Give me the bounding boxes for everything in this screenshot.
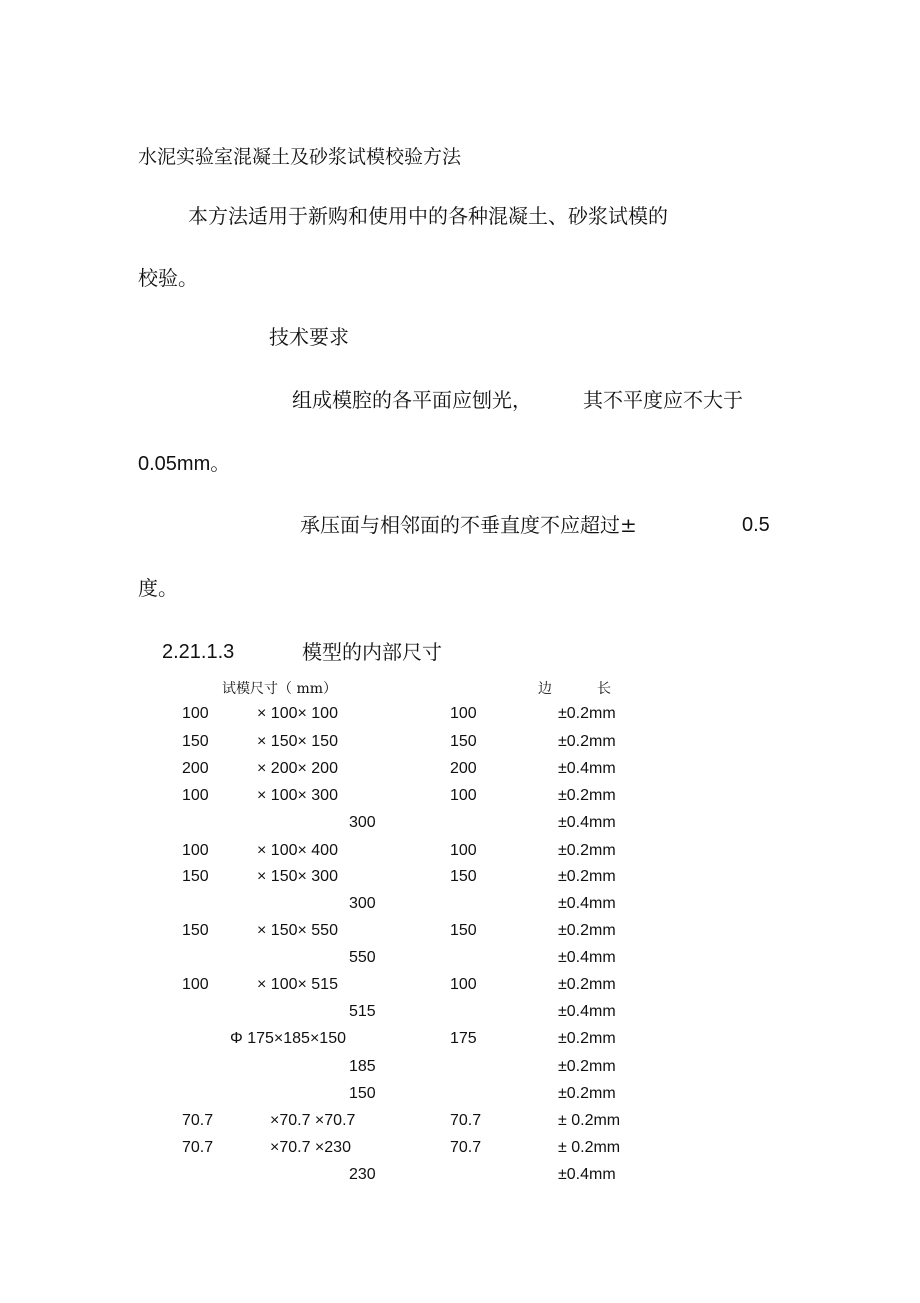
cell-size-1: 100 <box>182 842 209 859</box>
section-heading: 技术要求 <box>269 325 349 349</box>
cell-side-dimension: 185 <box>349 1058 376 1075</box>
cell-size-1: 70.7 <box>182 1112 214 1129</box>
cell-size-rest: Φ 175×185×150 <box>230 1030 346 1047</box>
subsection-title: 模型的内部尺寸 <box>302 640 442 664</box>
cell-tolerance: ±0.4mm <box>558 1166 616 1183</box>
cell-side-length: 150 <box>450 868 477 885</box>
cell-tolerance: ± 0.2mm <box>558 1139 621 1156</box>
cell-size-rest: × 100× 300 <box>257 787 338 804</box>
cell-size-1: 100 <box>182 976 209 993</box>
cell-tolerance: ±0.4mm <box>558 1003 616 1020</box>
cell-side-length: 70.7 <box>450 1139 482 1156</box>
requirement-2-value: 0.5 <box>742 514 770 536</box>
cell-tolerance: ±0.2mm <box>558 1030 616 1047</box>
cell-size-1: 150 <box>182 868 209 885</box>
page-title: 水泥实验室混凝土及砂浆试模校验方法 <box>138 146 462 168</box>
cell-side-length: 175 <box>450 1030 477 1047</box>
requirement-1-value: 0.05mm。 <box>138 453 231 475</box>
cell-size-1: 70.7 <box>182 1139 214 1156</box>
cell-size-rest: × 100× 515 <box>257 976 338 993</box>
table-header-side-b: 长 <box>597 681 611 697</box>
cell-tolerance: ±0.4mm <box>558 760 616 777</box>
cell-side-length: 100 <box>450 976 477 993</box>
cell-side-dimension: 550 <box>349 949 376 966</box>
cell-tolerance: ±0.2mm <box>558 1058 616 1075</box>
cell-tolerance: ±0.4mm <box>558 814 616 831</box>
cell-size-rest: × 200× 200 <box>257 760 338 777</box>
cell-side-dimension: 300 <box>349 814 376 831</box>
intro-line-1: 本方法适用于新购和使用中的各种混凝土、砂浆试模的 <box>188 204 668 228</box>
requirement-2-text: 承压面与相邻面的不垂直度不应超过± <box>300 513 637 537</box>
cell-tolerance: ±0.2mm <box>558 705 616 722</box>
cell-side-dimension: 150 <box>349 1085 376 1102</box>
cell-tolerance: ±0.4mm <box>558 895 616 912</box>
cell-size-rest: ×70.7 ×70.7 <box>270 1112 356 1129</box>
subsection-number: 2.21.1.3 <box>162 641 235 663</box>
intro-line-2: 校验。 <box>138 266 198 290</box>
cell-side-length: 100 <box>450 842 477 859</box>
cell-size-1: 100 <box>182 705 209 722</box>
cell-side-length: 150 <box>450 922 477 939</box>
cell-tolerance: ±0.2mm <box>558 787 616 804</box>
cell-size-rest: × 150× 300 <box>257 868 338 885</box>
cell-side-dimension: 230 <box>349 1166 376 1183</box>
cell-tolerance: ± 0.2mm <box>558 1112 621 1129</box>
cell-side-dimension: 515 <box>349 1003 376 1020</box>
cell-size-rest: ×70.7 ×230 <box>270 1139 351 1156</box>
cell-size-rest: × 100× 400 <box>257 842 338 859</box>
cell-size-rest: × 150× 550 <box>257 922 338 939</box>
cell-size-1: 200 <box>182 760 209 777</box>
cell-tolerance: ±0.2mm <box>558 868 616 885</box>
cell-tolerance: ±0.2mm <box>558 976 616 993</box>
cell-side-length: 150 <box>450 733 477 750</box>
cell-tolerance: ±0.2mm <box>558 842 616 859</box>
cell-side-length: 70.7 <box>450 1112 482 1129</box>
cell-size-1: 150 <box>182 922 209 939</box>
requirement-2-unit: 度。 <box>138 576 178 600</box>
cell-side-dimension: 300 <box>349 895 376 912</box>
cell-size-rest: × 150× 150 <box>257 733 338 750</box>
cell-tolerance: ±0.2mm <box>558 1085 616 1102</box>
cell-tolerance: ±0.2mm <box>558 922 616 939</box>
cell-side-length: 100 <box>450 705 477 722</box>
requirement-1-text-a: 组成模腔的各平面应刨光， <box>292 388 532 412</box>
table-header-mold-size: 试模尺寸（ mm） <box>222 681 338 697</box>
cell-size-rest: × 100× 100 <box>257 705 338 722</box>
requirement-1-text-b: 其不平度应不大于 <box>583 388 743 412</box>
table-header-side-a: 边 <box>538 681 552 697</box>
cell-size-1: 100 <box>182 787 209 804</box>
cell-side-length: 100 <box>450 787 477 804</box>
cell-side-length: 200 <box>450 760 477 777</box>
cell-size-1: 150 <box>182 733 209 750</box>
cell-tolerance: ±0.2mm <box>558 733 616 750</box>
cell-tolerance: ±0.4mm <box>558 949 616 966</box>
